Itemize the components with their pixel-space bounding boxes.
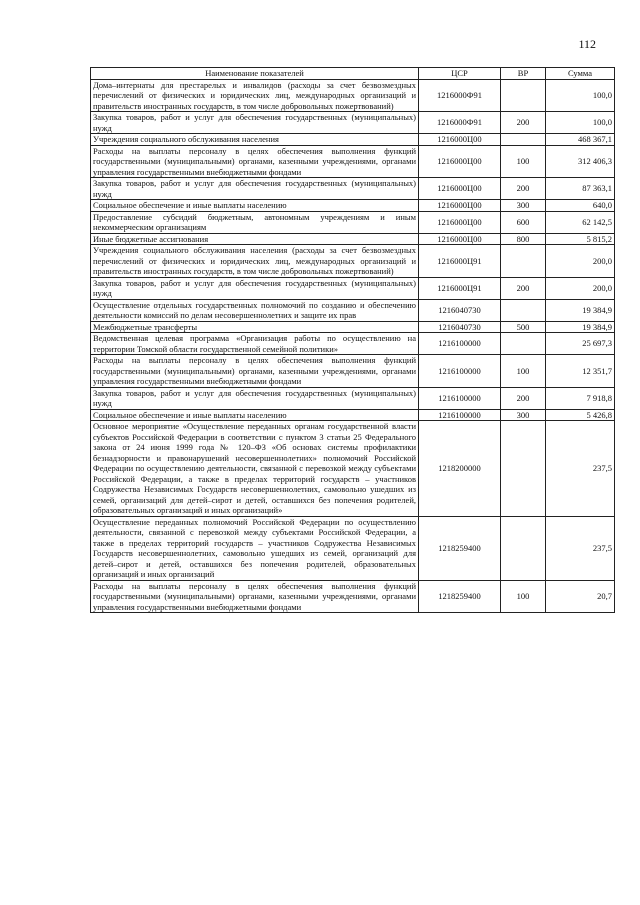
table-row <box>91 299 615 321</box>
row-sum: 237,5 <box>546 421 615 517</box>
row-csr: 1218259400 <box>419 580 501 613</box>
row-name: Закупка товаров, работ и услуг для обеспечения государственных (муниципальных) нужд <box>91 387 419 409</box>
row-vr <box>501 333 546 355</box>
row-csr: 1216000Ц00 <box>419 233 501 245</box>
table-row <box>91 387 615 409</box>
header-vr: ВР <box>501 68 546 80</box>
row-vr: 100 <box>501 580 546 613</box>
row-sum: 100,0 <box>546 112 615 134</box>
row-csr: 1216000Ц91 <box>419 245 501 278</box>
row-name: Осуществление переданных полномочий Российской Федерации по осуществлению деятельности, связанной с перевозкой между субъектами Российской Федерации, а также в пределах территорий государств – участников Содружества Независимых Государств несовершеннолетних, самовольно ушедших из семей, организаций для детей–сирот и детей, оставшихся без попечения родителей, образовательных организаций и иных организаций <box>91 516 419 580</box>
row-name: Расходы на выплаты персоналу в целях обеспечения выполнения функций государственными (муниципальными) органами, казенными учреждениями, органами управления государственными внебюджетными фондами <box>91 145 419 178</box>
table-row <box>91 580 615 613</box>
row-sum: 200,0 <box>546 277 615 299</box>
row-csr: 1218259400 <box>419 516 501 580</box>
row-sum: 5 426,8 <box>546 409 615 421</box>
row-sum: 7 918,8 <box>546 387 615 409</box>
row-name: Межбюджетные трансферты <box>91 321 419 333</box>
row-sum: 312 406,3 <box>546 145 615 178</box>
table-row <box>91 178 615 200</box>
row-vr: 600 <box>501 211 546 233</box>
row-name: Осуществление отдельных государственных полномочий по созданию и обеспечению деятельности комиссий по делам несовершеннолетних и защите их прав <box>91 299 419 321</box>
row-sum: 25 697,3 <box>546 333 615 355</box>
table-row <box>91 277 615 299</box>
table-row <box>91 112 615 134</box>
row-name: Дома–интернаты для престарелых и инвалидов (расходы за счет безвозмездных перечислений от физических и юридических лиц, международных организаций и правительств иностранных государств, в том числе добровольных пожертвований) <box>91 79 419 112</box>
table-row <box>91 245 615 278</box>
row-csr: 1216000Ц00 <box>419 211 501 233</box>
row-name: Социальное обеспечение и иные выплаты населению <box>91 200 419 212</box>
row-sum: 62 142,5 <box>546 211 615 233</box>
row-csr: 1216000Ф91 <box>419 79 501 112</box>
header-name: Наименование показателей <box>91 68 419 80</box>
row-sum: 87 363,1 <box>546 178 615 200</box>
table-row <box>91 516 615 580</box>
header-csr: ЦСР <box>419 68 501 80</box>
row-csr: 1216100000 <box>419 355 501 388</box>
row-sum: 100,0 <box>546 79 615 112</box>
row-vr: 100 <box>501 355 546 388</box>
table-row <box>91 333 615 355</box>
row-sum: 5 815,2 <box>546 233 615 245</box>
table-row <box>91 409 615 421</box>
row-csr: 1216100000 <box>419 333 501 355</box>
row-csr: 1216000Ф91 <box>419 112 501 134</box>
row-sum: 200,0 <box>546 245 615 278</box>
row-sum: 19 384,9 <box>546 321 615 333</box>
table-row <box>91 134 615 146</box>
row-csr: 1216040730 <box>419 299 501 321</box>
row-sum: 237,5 <box>546 516 615 580</box>
row-sum: 12 351,7 <box>546 355 615 388</box>
row-name: Иные бюджетные ассигнования <box>91 233 419 245</box>
row-vr: 200 <box>501 277 546 299</box>
page-number: 112 <box>578 37 596 51</box>
row-vr: 200 <box>501 178 546 200</box>
table-row <box>91 421 615 517</box>
row-sum: 640,0 <box>546 200 615 212</box>
table-row <box>91 355 615 388</box>
row-vr: 500 <box>501 321 546 333</box>
row-csr: 1216000Ц00 <box>419 145 501 178</box>
row-name: Закупка товаров, работ и услуг для обеспечения государственных (муниципальных) нужд <box>91 277 419 299</box>
row-csr: 1216100000 <box>419 409 501 421</box>
budget-table <box>90 67 615 613</box>
row-vr: 100 <box>501 145 546 178</box>
row-vr: 300 <box>501 200 546 212</box>
row-vr <box>501 516 546 580</box>
table-row <box>91 321 615 333</box>
row-sum: 468 367,1 <box>546 134 615 146</box>
row-vr: 300 <box>501 409 546 421</box>
row-vr <box>501 299 546 321</box>
row-csr: 1216000Ц00 <box>419 200 501 212</box>
table-row <box>91 211 615 233</box>
table-header-row <box>91 68 615 80</box>
row-name: Ведомственная целевая программа «Организация работы по осуществлению на территории Томской области государственной семейной политики» <box>91 333 419 355</box>
table-row <box>91 145 615 178</box>
row-name: Учреждения социального обслуживания населения (расходы за счет безвозмездных перечислений от физических и юридических лиц, международных организаций и правительств иностранных государств, в том числе добровольных пожертвований) <box>91 245 419 278</box>
row-vr: 200 <box>501 112 546 134</box>
row-name: Закупка товаров, работ и услуг для обеспечения государственных (муниципальных) нужд <box>91 178 419 200</box>
table-row <box>91 79 615 112</box>
row-sum: 20,7 <box>546 580 615 613</box>
row-vr <box>501 79 546 112</box>
row-name: Учреждения социального обслуживания населения <box>91 134 419 146</box>
row-vr <box>501 134 546 146</box>
row-vr: 800 <box>501 233 546 245</box>
header-sum: Сумма <box>546 68 615 80</box>
row-vr <box>501 245 546 278</box>
row-name: Основное мероприятие «Осуществление переданных органам государственной власти субъектов Российской Федерации в соответствии с пунктом 3 статьи 25 Федерального закона от 24 июня 1999 года № 120–ФЗ «Об основах системы профилактики безнадзорности и правонарушений несовершеннолетних» полномочий Российской Федерации по осуществлению деятельности, связанной с перевозкой между субъектами Российской Федерации, а также в пределах территорий государств – участников Содружества Независимых Государств несовершеннолетних, самовольно ушедших из семей, организаций для детей–сирот и детей, оставшихся без попечения родителей, образовательных организаций и иных организаций» <box>91 421 419 517</box>
row-csr: 1216040730 <box>419 321 501 333</box>
row-csr: 1218200000 <box>419 421 501 517</box>
row-csr: 1216100000 <box>419 387 501 409</box>
row-name: Предоставление субсидий бюджетным, автономным учреждениям и иным некоммерческим организациям <box>91 211 419 233</box>
row-vr <box>501 421 546 517</box>
table-body <box>91 79 615 613</box>
row-name: Расходы на выплаты персоналу в целях обеспечения выполнения функций государственными (муниципальными) органами, казенными учреждениями, органами управления государственными внебюджетными фондами <box>91 355 419 388</box>
table-row <box>91 233 615 245</box>
row-name: Расходы на выплаты персоналу в целях обеспечения выполнения функций государственными (муниципальными) органами, казенными учреждениями, органами управления государственными внебюджетными фондами <box>91 580 419 613</box>
row-csr: 1216000Ц91 <box>419 277 501 299</box>
row-name: Социальное обеспечение и иные выплаты населению <box>91 409 419 421</box>
row-name: Закупка товаров, работ и услуг для обеспечения государственных (муниципальных) нужд <box>91 112 419 134</box>
row-csr: 1216000Ц00 <box>419 134 501 146</box>
row-csr: 1216000Ц00 <box>419 178 501 200</box>
table-row <box>91 200 615 212</box>
row-vr: 200 <box>501 387 546 409</box>
row-sum: 19 384,9 <box>546 299 615 321</box>
